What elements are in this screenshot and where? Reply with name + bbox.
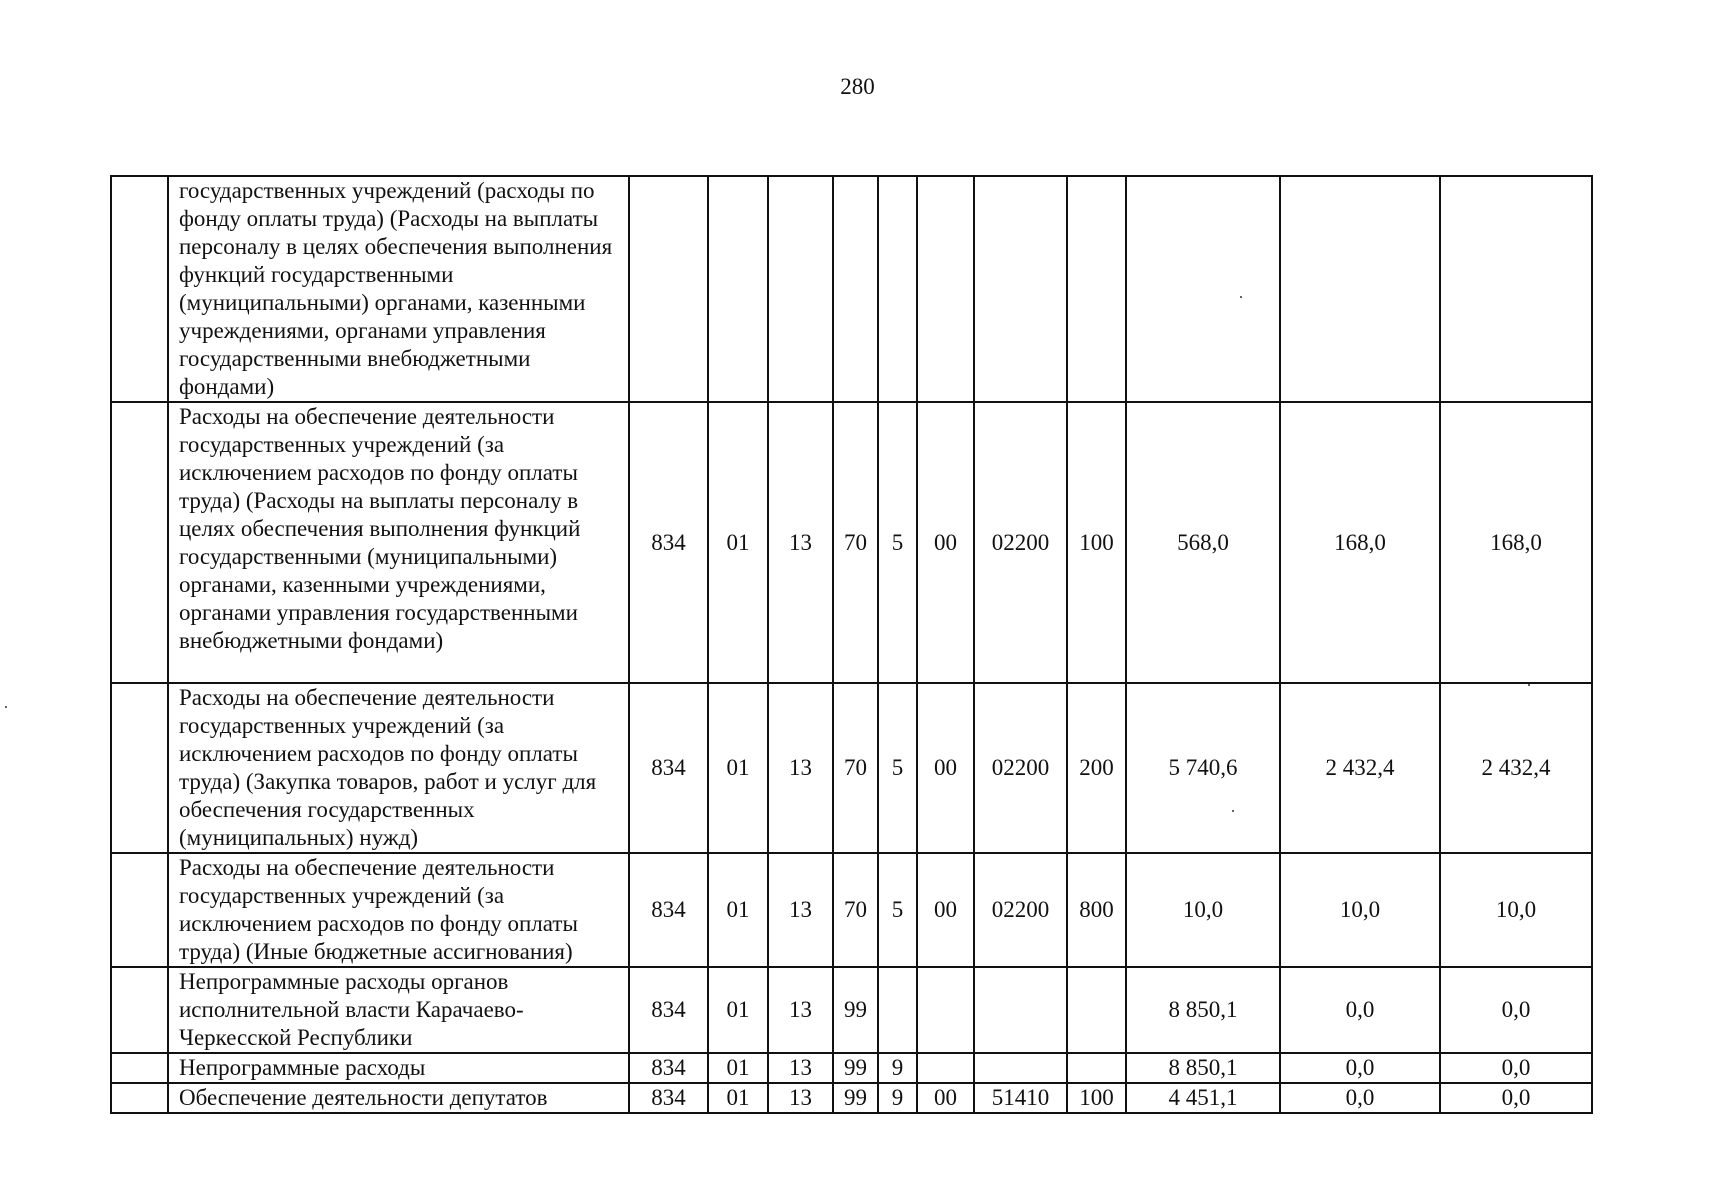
cell-sum2 bbox=[1280, 176, 1440, 402]
cell-rz: 01 bbox=[708, 683, 768, 853]
table-row bbox=[111, 1083, 1592, 1113]
cell-sum2: 0,0 bbox=[1280, 1083, 1440, 1113]
table-row bbox=[111, 853, 1592, 967]
cell-vr bbox=[1067, 1053, 1126, 1083]
cell-rz: 01 bbox=[708, 853, 768, 967]
cell-name: Расходы на обеспечение деятельности государственных учреждений (за исключением расходов по фонду оплаты труда) (Закупка товаров, работ и услуг для обеспечения государственных (муниципальных) нужд) bbox=[168, 683, 629, 853]
scan-speck bbox=[1528, 684, 1530, 686]
cell-sum1: 4 451,1 bbox=[1126, 1083, 1280, 1113]
cell-cs2: 5 bbox=[878, 402, 917, 683]
page-number: 280 bbox=[840, 74, 875, 99]
cell-rz: 01 bbox=[708, 1053, 768, 1083]
cell-cs2: 9 bbox=[878, 1083, 917, 1113]
cell-sum2: 168,0 bbox=[1280, 402, 1440, 683]
cell-ved bbox=[629, 176, 708, 402]
cell-name: Непрограммные расходы органов исполнительной власти Карачаево-Черкесской Республики bbox=[168, 967, 629, 1053]
cell-sum1 bbox=[1126, 176, 1280, 402]
cell-cs3: 00 bbox=[917, 683, 974, 853]
cell-ved: 834 bbox=[629, 967, 708, 1053]
cell-cs3: 00 bbox=[917, 402, 974, 683]
cell-sum3: 2 432,4 bbox=[1440, 683, 1592, 853]
cell-sum1: 8 850,1 bbox=[1126, 1053, 1280, 1083]
cell-no bbox=[111, 1083, 168, 1113]
cell-cs2: 5 bbox=[878, 853, 917, 967]
cell-cs1: 70 bbox=[833, 402, 878, 683]
cell-sum3: 0,0 bbox=[1440, 967, 1592, 1053]
cell-cs1: 70 bbox=[833, 683, 878, 853]
cell-sum2: 0,0 bbox=[1280, 1053, 1440, 1083]
cell-sum1: 5 740,6 bbox=[1126, 683, 1280, 853]
table-row bbox=[111, 683, 1592, 853]
cell-rz: 01 bbox=[708, 967, 768, 1053]
cell-cs2 bbox=[878, 176, 917, 402]
cell-pr: 13 bbox=[768, 1083, 833, 1113]
cell-no bbox=[111, 967, 168, 1053]
cell-cs3: 00 bbox=[917, 1083, 974, 1113]
cell-vr: 800 bbox=[1067, 853, 1126, 967]
cell-ved: 834 bbox=[629, 853, 708, 967]
cell-rz: 01 bbox=[708, 402, 768, 683]
cell-rz: 01 bbox=[708, 1083, 768, 1113]
cell-cs1: 99 bbox=[833, 1083, 878, 1113]
table-row bbox=[111, 176, 1592, 402]
cell-cs2: 5 bbox=[878, 683, 917, 853]
cell-cs2: 9 bbox=[878, 1053, 917, 1083]
cell-name: Обеспечение деятельности депутатов bbox=[168, 1083, 629, 1113]
cell-name: государственных учреждений (расходы по фонду оплаты труда) (Расходы на выплаты персоналу в целях обеспечения выполнения функций государственными (муниципальными) органами, казенными учреждениями, органами управления государственными внебюджетными фондами) bbox=[168, 176, 629, 402]
cell-rz bbox=[708, 176, 768, 402]
cell-name: Непрограммные расходы bbox=[168, 1053, 629, 1083]
cell-sum2: 10,0 bbox=[1280, 853, 1440, 967]
cell-vr bbox=[1067, 176, 1126, 402]
budget-table bbox=[110, 175, 1593, 1114]
cell-sum1: 8 850,1 bbox=[1126, 967, 1280, 1053]
cell-sum1: 568,0 bbox=[1126, 402, 1280, 683]
cell-vr: 100 bbox=[1067, 1083, 1126, 1113]
cell-cs4: 02200 bbox=[974, 402, 1067, 683]
scan-speck bbox=[1240, 296, 1242, 298]
cell-cs3 bbox=[917, 1053, 974, 1083]
cell-cs4: 51410 bbox=[974, 1083, 1067, 1113]
cell-sum3 bbox=[1440, 176, 1592, 402]
cell-cs4: 02200 bbox=[974, 853, 1067, 967]
cell-pr: 13 bbox=[768, 683, 833, 853]
cell-sum2: 2 432,4 bbox=[1280, 683, 1440, 853]
scan-speck bbox=[1232, 810, 1234, 812]
cell-cs4 bbox=[974, 1053, 1067, 1083]
cell-name: Расходы на обеспечение деятельности государственных учреждений (за исключением расходов по фонду оплаты труда) (Иные бюджетные ассигнования) bbox=[168, 853, 629, 967]
table-row bbox=[111, 402, 1592, 683]
cell-ved: 834 bbox=[629, 683, 708, 853]
cell-pr: 13 bbox=[768, 853, 833, 967]
cell-no bbox=[111, 853, 168, 967]
cell-sum3: 0,0 bbox=[1440, 1083, 1592, 1113]
cell-cs1 bbox=[833, 176, 878, 402]
cell-name: Расходы на обеспечение деятельности государственных учреждений (за исключением расходов по фонду оплаты труда) (Расходы на выплаты персоналу в целях обеспечения выполнения функций государственными (муниципальными) органами, казенными учреждениями, органами управления государственными внебюджетными фондами) bbox=[168, 402, 629, 683]
cell-ved: 834 bbox=[629, 1083, 708, 1113]
cell-ved: 834 bbox=[629, 402, 708, 683]
cell-vr: 100 bbox=[1067, 402, 1126, 683]
cell-vr bbox=[1067, 967, 1126, 1053]
cell-no bbox=[111, 1053, 168, 1083]
cell-sum1: 10,0 bbox=[1126, 853, 1280, 967]
cell-no bbox=[111, 402, 168, 683]
cell-ved: 834 bbox=[629, 1053, 708, 1083]
cell-no bbox=[111, 683, 168, 853]
cell-pr: 13 bbox=[768, 1053, 833, 1083]
cell-cs2 bbox=[878, 967, 917, 1053]
table-row bbox=[111, 967, 1592, 1053]
cell-cs3 bbox=[917, 176, 974, 402]
cell-cs4 bbox=[974, 967, 1067, 1053]
cell-sum3: 168,0 bbox=[1440, 402, 1592, 683]
cell-pr bbox=[768, 176, 833, 402]
cell-pr: 13 bbox=[768, 402, 833, 683]
table-row bbox=[111, 1053, 1592, 1083]
cell-vr: 200 bbox=[1067, 683, 1126, 853]
cell-cs1: 99 bbox=[833, 1053, 878, 1083]
scan-speck bbox=[5, 706, 7, 708]
cell-cs3: 00 bbox=[917, 853, 974, 967]
cell-sum3: 0,0 bbox=[1440, 1053, 1592, 1083]
cell-sum2: 0,0 bbox=[1280, 967, 1440, 1053]
cell-sum3: 10,0 bbox=[1440, 853, 1592, 967]
cell-no bbox=[111, 176, 168, 402]
cell-cs1: 70 bbox=[833, 853, 878, 967]
cell-cs4: 02200 bbox=[974, 683, 1067, 853]
cell-cs1: 99 bbox=[833, 967, 878, 1053]
cell-cs3 bbox=[917, 967, 974, 1053]
cell-pr: 13 bbox=[768, 967, 833, 1053]
cell-cs4 bbox=[974, 176, 1067, 402]
